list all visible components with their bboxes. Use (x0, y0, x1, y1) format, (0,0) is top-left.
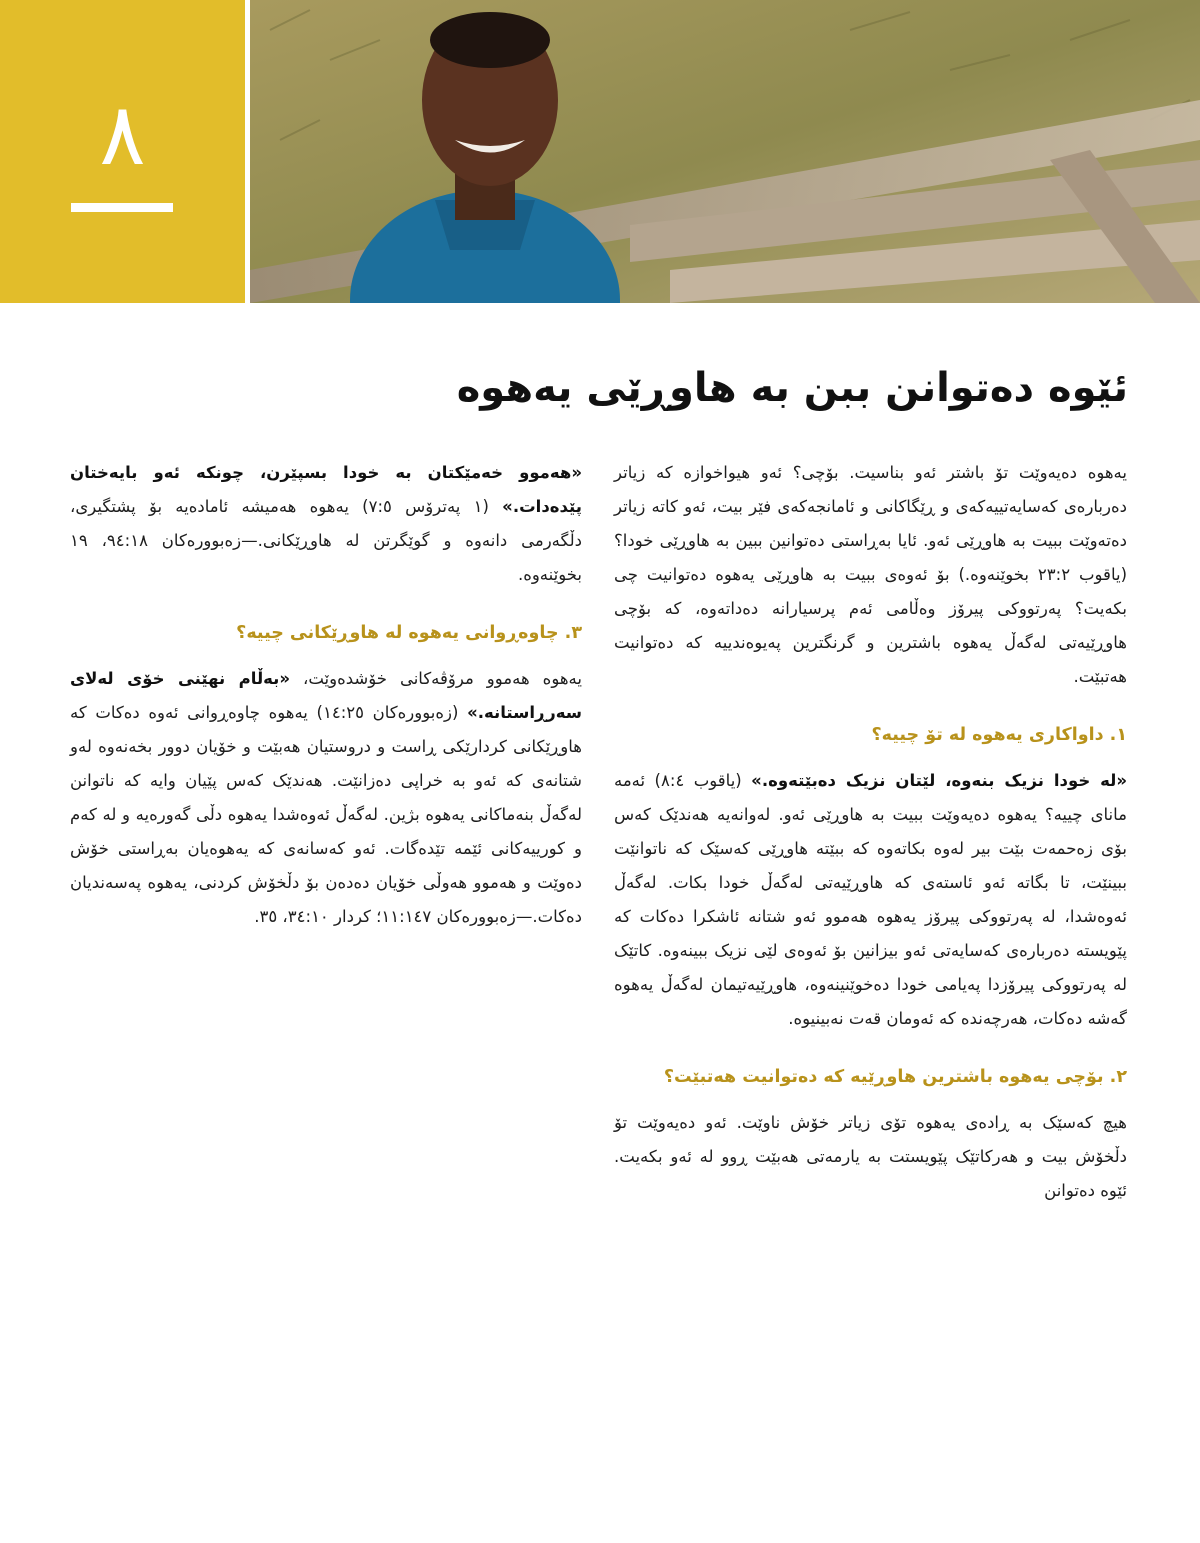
section-1-paragraph (614, 764, 1127, 1036)
section-3-paragraph (70, 662, 582, 934)
section-3-text: یەهوە هەموو مرۆڤەکانی خۆشدەوێت، (290, 669, 582, 688)
page-title: ئێوە دەتوانن ببن بە هاوڕێی یەهوە (456, 365, 1128, 411)
column-left (70, 456, 582, 958)
section-1-quote: «لە خودا نزیک بنەوە، لێتان نزیک دەبێتەوە.» (751, 771, 1127, 790)
section-3-quote: «بەڵام نهێنی خۆی لەلای سەرڕاستانە.» (70, 669, 582, 722)
intro-paragraph: یەهوە دەیەوێت تۆ باشتر ئەو بناسیت. بۆچی؟ ئەو هیواخوازە کە زیاتر دەربارەی کەسایەتییەکەی و ڕێگاکانی و ئامانجەکەی فێر بیت، ئەو کاتە زیاتر دەتەوێت ببیت بە هاوڕێی ئەو. ئایا بەڕاستی دەتوانین ببین بە هاوڕێی خودا؟ (یاقوب ٢:‏٢٣ بخوێنەوە.) بۆ ئەوەی ببیت بە هاوڕێی یەهوە دەتوانیت چی بکەیت؟ پەرتووکی پیرۆز وەڵامی ئەم پرسیارانە دەداتەوە، کە بۆچی هاوڕێیەتی لەگەڵ یەهوە باشترین و گرنگترین پەیوەندییە کە دەتوانیت هەتبێت. (614, 463, 1128, 686)
section-2-text-end: (١ پەترۆس ٥:‏٧) یەهوە هەمیشە ئامادەیە بۆ پشتگیری، دڵگەرمی دانەوە و گوێگرتن لە هاوڕێکانی.—زەبوورەکان ١٨:‏٩٤، ١٩ بخوێنەوە. (70, 497, 582, 584)
section-2-text: هیچ کەسێک بە ڕادەی یەهوە تۆی زیاتر خۆش ناوێت. ئەو دەیەوێت تۆ دڵخۆش بیت و هەرکاتێک پێویستت بە یارمەتی هەبێت ڕوو لە ئەو بکەیت. ئێوە دەتوانن (614, 1113, 1127, 1200)
section-2-quote: «هەموو خەمێکتان بە خودا بسپێرن، چونکە ئەو بایەختان پێدەدات.» (70, 463, 582, 516)
section-heading-2: ٢. بۆچی یەهوە باشترین هاوڕێیە کە دەتوانیت هەتبێت؟ (663, 1067, 1127, 1087)
section-heading-1: ١. داواکاری یەهوە لە تۆ چییە؟ (871, 725, 1127, 745)
section-2-paragraph (614, 1106, 1127, 1208)
section-3-text-end: (زەبوورەکان ٢٥:‏١٤) یەهوە چاوەڕوانی ئەوە دەکات کە هاوڕێکانی کردارێکی ڕاست و دروستیان هەبێت و خۆیان دوور بخەنەوە لەو شتانەی کە ئەو بە خراپی دەزانێت. هەندێک کەس پێیان وایە کە ناتوانن لەگەڵ بنەماکانی یەهوە بژین. لەگەڵ ئەوەشدا یەهوە دڵی گەورەیە و لە کەم و کورییەکانی ئێمە تێدەگات. ئەو کەسانەی کە یەهوەیان بەڕاستی خۆش دەوێت و هەموو هەوڵی خۆیان دەدەن بۆ دڵخۆش کردنی، یەهوە پەسەندیان دەکات.—زەبوورەکان ١٤٧:‏١١؛ کردار ١٠:‏٣٤، ٣٥. (70, 703, 582, 926)
column-right (614, 456, 1127, 1232)
section-heading-3: ٣. چاوەڕوانی یەهوە لە هاوڕێکانی چییە؟ (236, 623, 582, 643)
photo-smiling-man-on-bench-icon (250, 0, 1200, 303)
lesson-number-block (0, 0, 245, 303)
section-1-text: (یاقوب ٤:‏٨) ئەمە مانای چییە؟ یەهوە دەیەوێت ببیت بە هاوڕێی ئەو. لەوانەیە هەندێک کەس بۆی زەحمەت بێت بیر لەوە بکاتەوە کە ببێتە هاوڕێی کەسێک کە ناتوانێت ببینێت، تا بگاتە ئەو ئاستەی کە هاوڕێیەتی لەگەڵ خودا بکات. لەگەڵ ئەوەشدا، لە پەرتووکی پیرۆز یەهوە هەموو ئەو شتانە ئاشکرا دەکات کە پێویستە دەربارەی کەسایەتی ئەو بیزانین بۆ ئەوەی لێی نزیک ببینەوە. کاتێک لە پەرتووکی پیرۆزدا پەیامی خودا دەخوێنینەوە، هاوڕێیەتیمان لەگەڵ یەهوە گەشە دەکات، هەرچەندە کە ئەومان قەت نەبینیوە. (614, 771, 1127, 1028)
lesson-number: ٨ (99, 85, 146, 185)
header-photo (250, 0, 1200, 303)
lesson-number-underline (71, 203, 173, 212)
section-2-continued (70, 456, 582, 592)
